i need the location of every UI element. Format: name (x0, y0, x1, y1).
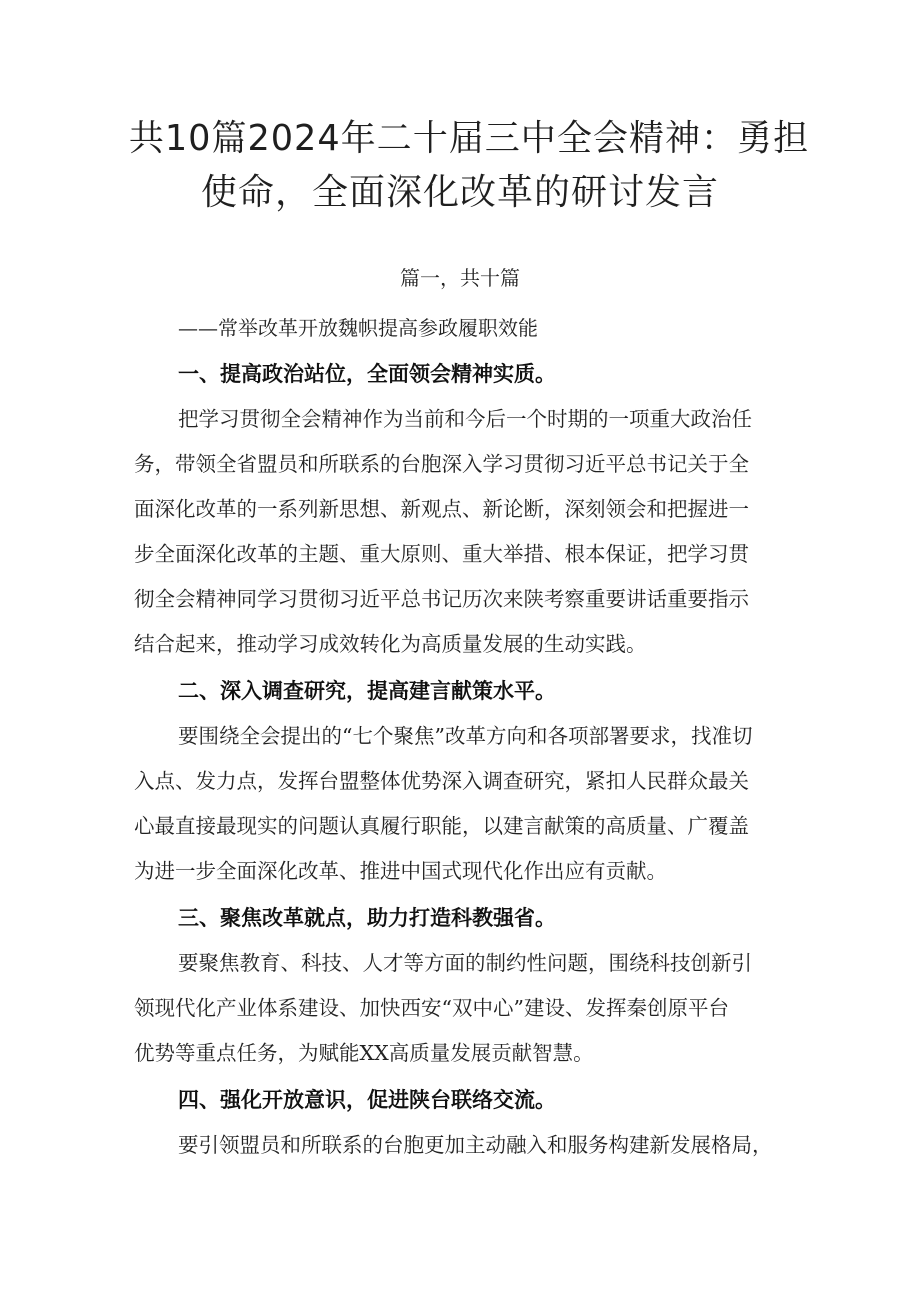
paragraph-line: 要围绕全会提出的“七个聚焦”改革方向和各项部署要求，找准切 (178, 724, 753, 748)
section-heading-1: 一、提高政治站位，全面领会精神实质。 (178, 362, 556, 386)
paragraph-line: 把学习贯彻全会精神作为当前和今后一个时期的一项重大政治任 (178, 407, 752, 431)
paragraph-line: 入点、发力点，发挥台盟整体优势深入调查研究，紧扣人民群众最关 (134, 769, 749, 793)
document-subtitle: ——常举改革开放魏帜提高参政履职效能 (178, 316, 538, 340)
section-heading-2: 二、深入调查研究，提高建言献策水平。 (178, 679, 556, 703)
paragraph-line: 务，带领全省盟员和所联系的台胞深入学习贯彻习近平总书记关于全 (134, 452, 749, 476)
section-label: 篇一，共十篇 (400, 266, 520, 290)
document-title-line-2: 使命，全面深化改革的研讨发言 (200, 172, 719, 213)
section-heading-3: 三、聚焦改革就点，助力打造科教强省。 (178, 906, 556, 930)
paragraph-line: 要引领盟员和所联系的台胞更加主动融入和服务构建新发展格局， (178, 1133, 773, 1157)
paragraph-line: 步全面深化改革的主题、重大原则、重大举措、根本保证，把学习贯 (134, 542, 749, 566)
document-title-line-1: 共10篇2024年二十届三中全会精神：勇担 (128, 118, 810, 159)
paragraph-line: 优势等重点任务，为赋能XX高质量发展贡献智慧。 (134, 1041, 594, 1065)
paragraph-line: 彻全会精神同学习贯彻习近平总书记历次来陕考察重要讲话重要指示 (134, 587, 749, 611)
paragraph-line: 面深化改革的一系列新思想、新观点、新论断，深刻领会和把握进一 (134, 497, 749, 521)
paragraph-line: 结合起来，推动学习成效转化为高质量发展的生动实践。 (134, 632, 647, 656)
paragraph-line: 要聚焦教育、科技、人才等方面的制约性问题，围绕科技创新引 (178, 951, 752, 975)
paragraph-line: 心最直接最现实的问题认真履行职能，以建言献策的高质量、广覆盖 (134, 814, 749, 838)
section-heading-4: 四、强化开放意识，促进陕台联络交流。 (178, 1088, 556, 1112)
paragraph-line: 为进一步全面深化改革、推进中国式现代化作出应有贡献。 (134, 859, 667, 883)
paragraph-line: 领现代化产业体系建设、加快西安“双中心”建设、发挥秦创原平台 (134, 996, 729, 1020)
